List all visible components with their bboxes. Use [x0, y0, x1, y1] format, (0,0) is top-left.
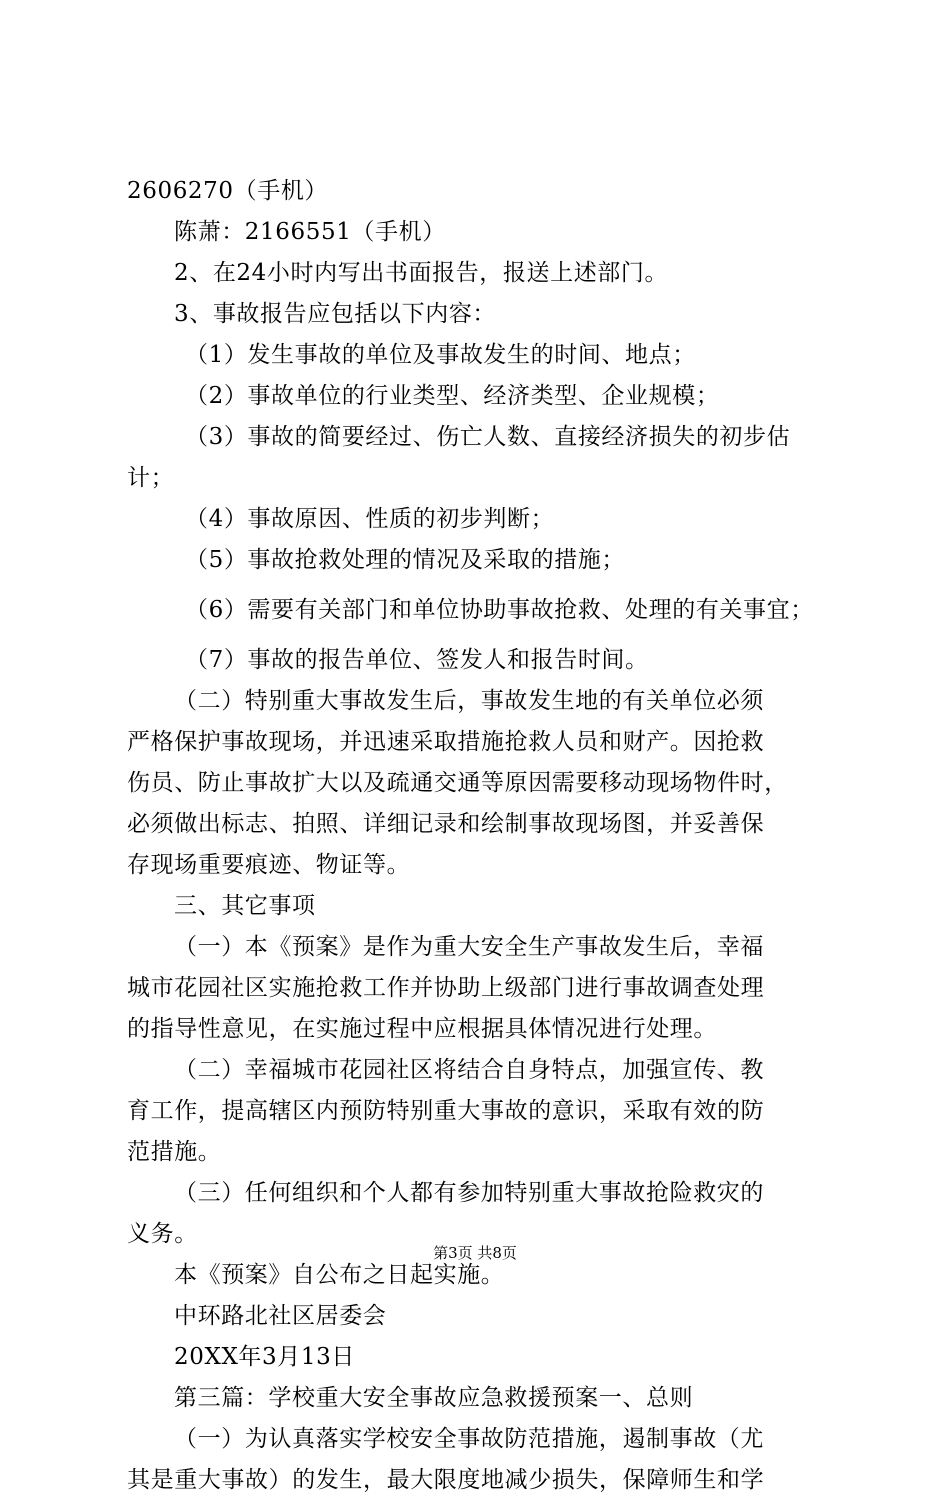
text-line: 育工作，提高辖区内预防特别重大事故的意识，采取有效的防: [127, 1098, 765, 1124]
text-line: （3）事故的简要经过、伤亡人数、直接经济损失的初步估: [185, 424, 791, 450]
text-line: （一）本《预案》是作为重大安全生产事故发生后，幸福: [174, 934, 764, 960]
text-line: 其是重大事故）的发生，最大限度地减少损失，保障师生和学: [127, 1467, 765, 1493]
text-line: 城市花园社区实施抢救工作并协助上级部门进行事故调查处理: [127, 975, 765, 1001]
text-line: 义务。: [127, 1221, 198, 1247]
text-line: 本《预案》自公布之日起实施。: [174, 1262, 505, 1288]
page-number-footer: 第3页 共8页: [433, 1244, 517, 1262]
text-line: （三）任何组织和个人都有参加特别重大事故抢险救灾的: [174, 1180, 764, 1206]
text-line: （6）需要有关部门和单位协助事故抢救、处理的有关事宜；: [185, 597, 814, 623]
text-line: 计；: [127, 465, 175, 491]
text-line: （5）事故抢救处理的情况及采取的措施；: [185, 547, 626, 573]
text-line: （4）事故原因、性质的初步判断；: [185, 506, 555, 532]
document-body: [127, 171, 847, 1501]
text-line: 必须做出标志、拍照、详细记录和绘制事故现场图，并妥善保: [127, 811, 765, 837]
text-line: 伤员、防止事故扩大以及疏通交通等原因需要移动现场物件时，: [127, 770, 788, 796]
text-line: （一）为认真落实学校安全事故防范措施，遏制事故（尤: [174, 1426, 764, 1452]
text-line: （7）事故的报告单位、签发人和报告时间。: [185, 647, 649, 673]
section-heading: 三、其它事项: [174, 893, 316, 919]
text-line: 2、在24小时内写出书面报告，报送上述部门。: [174, 260, 669, 286]
text-line: 严格保护事故现场，并迅速采取措施抢救人员和财产。因抢救: [127, 729, 765, 755]
text-line: 存现场重要痕迹、物证等。: [127, 852, 411, 878]
text-line: 的指导性意见，在实施过程中应根据具体情况进行处理。: [127, 1016, 717, 1042]
text-line: （二）幸福城市花园社区将结合自身特点，加强宣传、教: [174, 1057, 764, 1083]
text-line: 3、事故报告应包括以下内容：: [174, 301, 497, 327]
signature-organization: 中环路北社区居委会: [174, 1303, 387, 1329]
text-line: （1）发生事故的单位及事故发生的时间、地点；: [185, 342, 696, 368]
text-line: （2）事故单位的行业类型、经济类型、企业规模；: [185, 383, 720, 409]
text-line: 陈萧：2166551（手机）: [174, 219, 446, 245]
text-line: 2606270（手机）: [127, 178, 329, 204]
section-heading: 第三篇：学校重大安全事故应急救援预案一、总则: [174, 1385, 694, 1411]
text-line: 范措施。: [127, 1139, 222, 1165]
signature-date: 20XX年3月13日: [174, 1344, 355, 1370]
text-line: （二）特别重大事故发生后，事故发生地的有关单位必须: [174, 688, 764, 714]
